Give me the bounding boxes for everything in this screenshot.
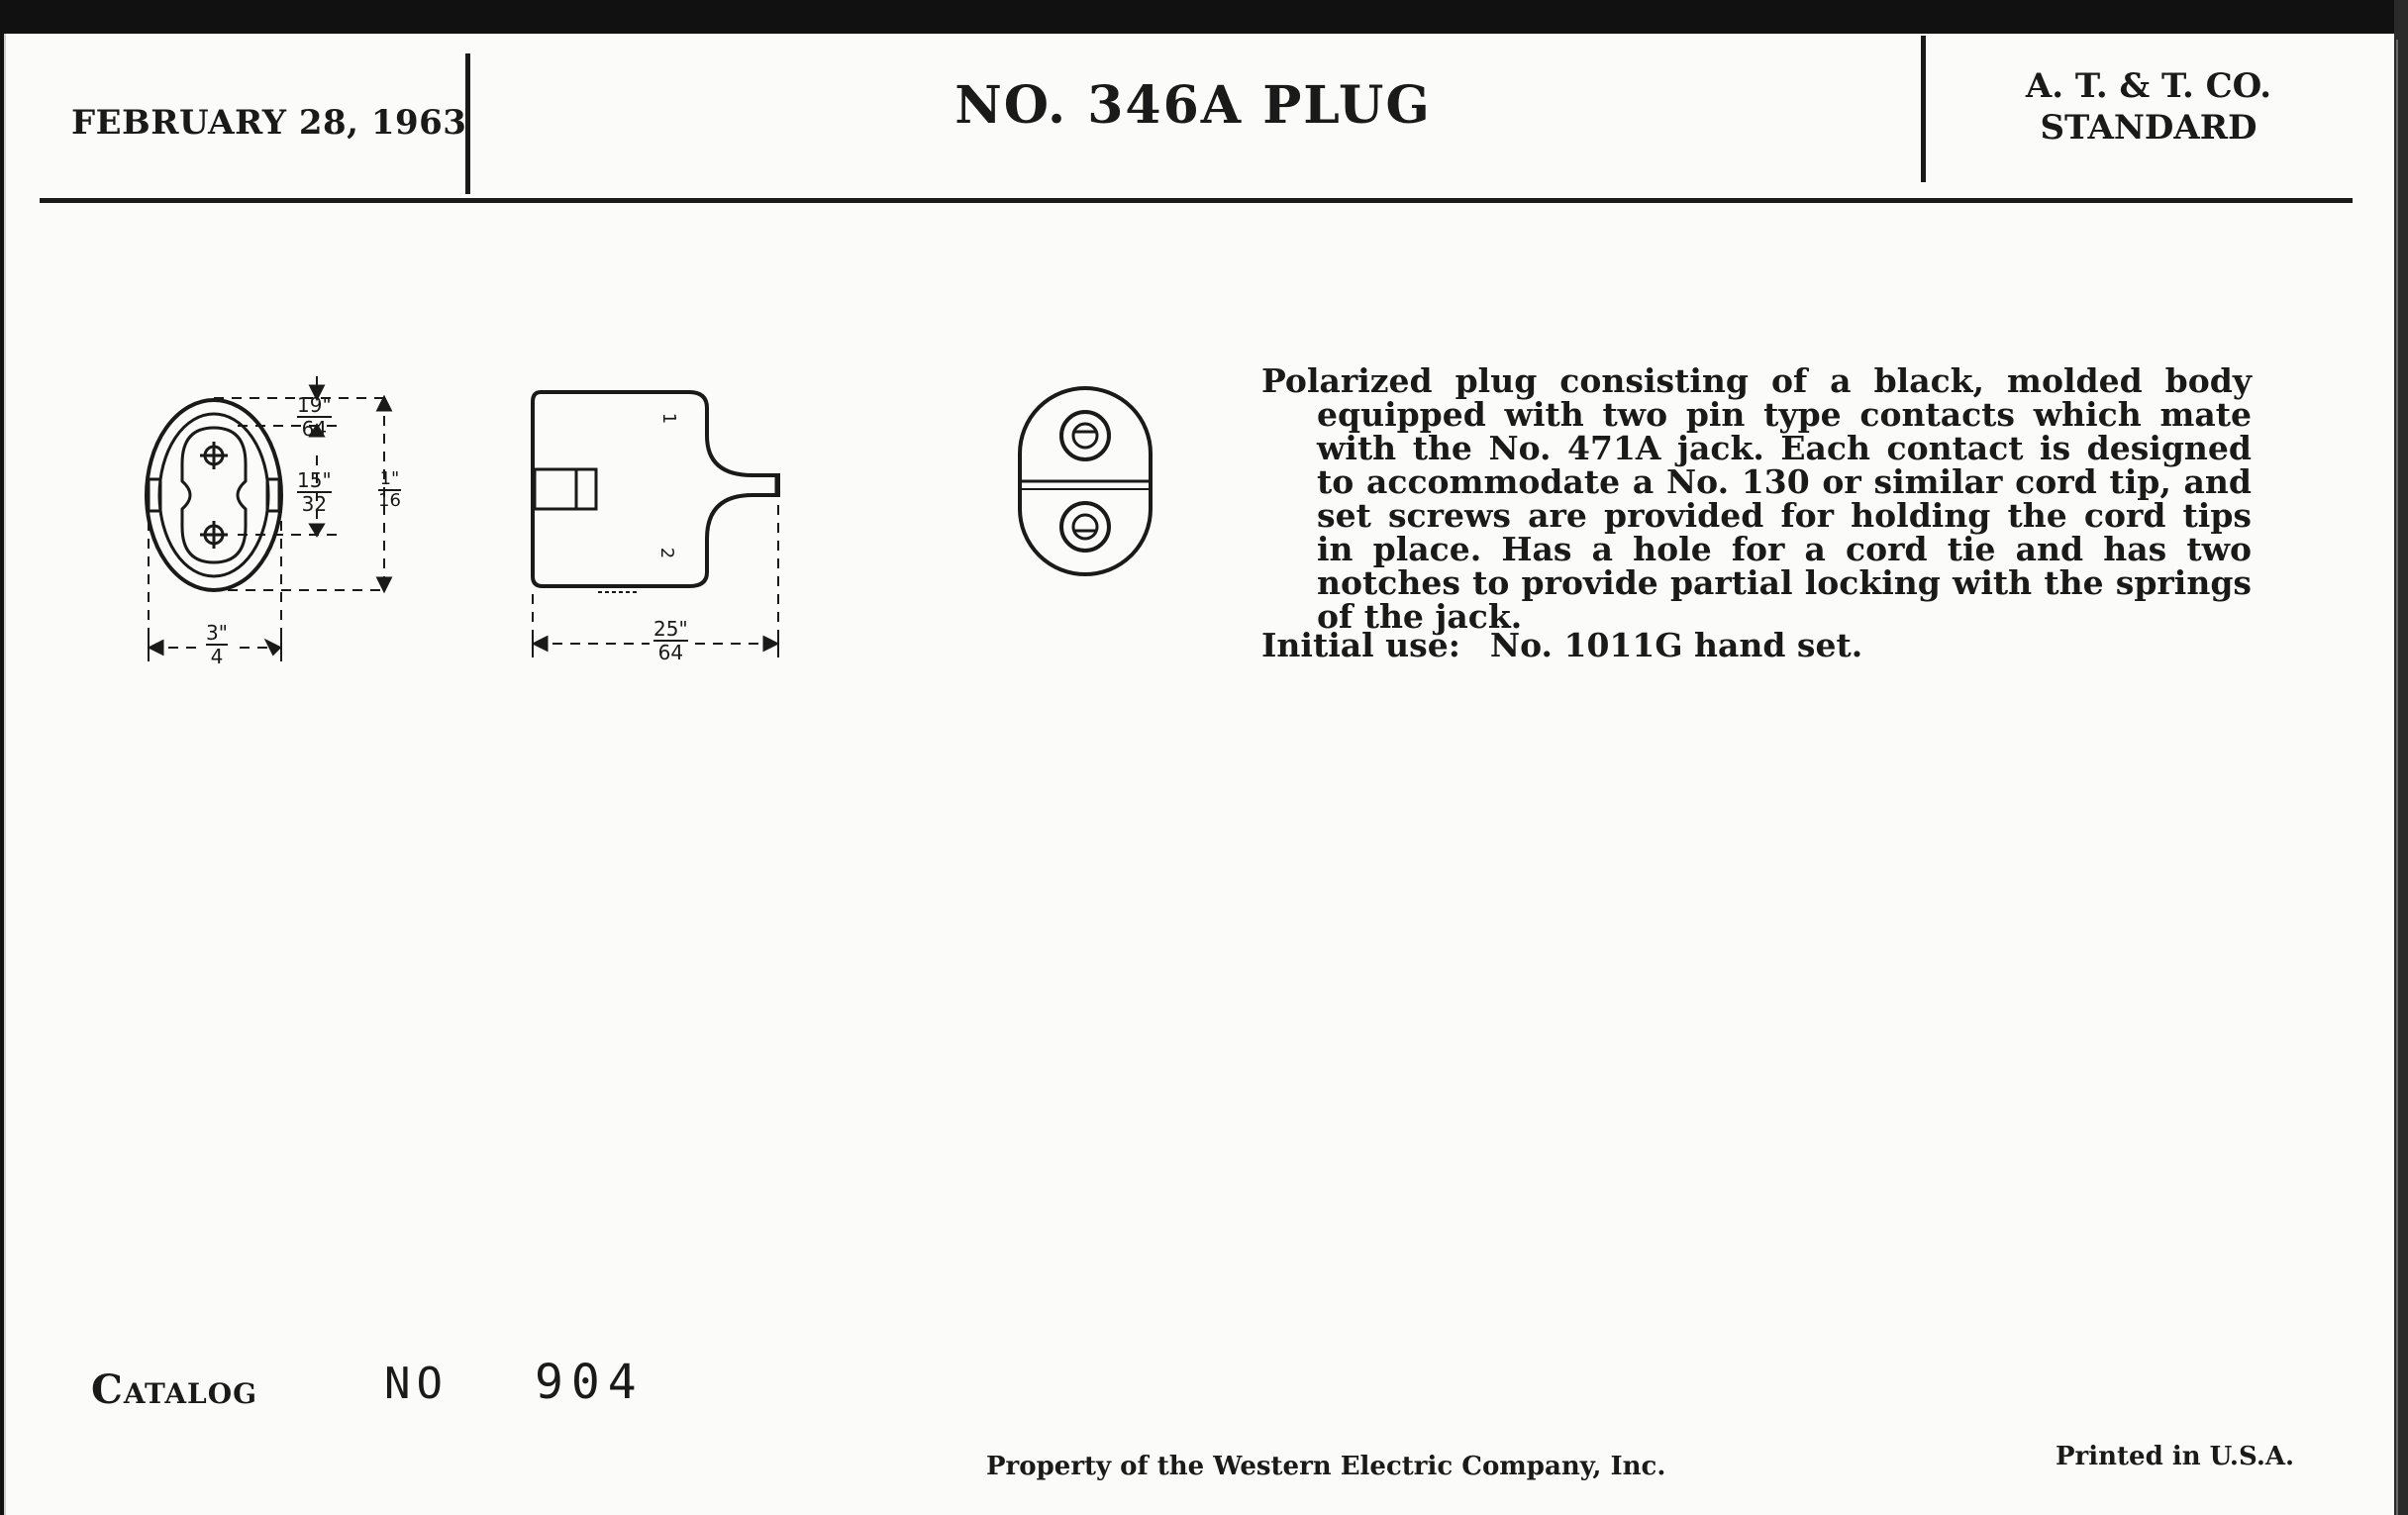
dim-width-num: 3" <box>206 621 228 645</box>
dim-right-den: 16 <box>378 490 401 511</box>
issue-date: FEBRUARY 28, 1963 <box>71 103 467 143</box>
standard-line-1: A. T. & T. CO. <box>2025 66 2272 106</box>
dim-width-den: 4 <box>210 645 224 668</box>
end-view-drawing <box>1020 388 1151 574</box>
catalog-number: 904 <box>535 1355 645 1410</box>
initial-use-value: No. 1011G hand set. <box>1489 626 1863 664</box>
property-notice: Property of the Western Electric Company, Inc. <box>986 1452 1666 1481</box>
dim-top-num: 19" <box>297 393 332 417</box>
dim-right-num: 1" <box>379 468 400 489</box>
dim-length-den: 64 <box>657 641 684 664</box>
terminal-2-label: 2 <box>656 547 678 559</box>
front-view-drawing <box>147 376 390 661</box>
dim-top-den: 64 <box>301 417 328 441</box>
description-text: Polarized plug consisting of a black, molded body equipped with two pin type contacts which mate with the No. 471A jack. Each contact is designed to accommodate a No. 130 or similar cord tip, and set screws are provided for holding the cord tips in place. Has a hole for a cord tie and has two notches to provide partial locking with the springs of the jack. <box>1261 361 2252 636</box>
dim-mid-label <box>297 469 332 515</box>
dim-mid-num: 15" <box>297 468 332 492</box>
initial-use <box>1261 626 1862 664</box>
printed-notice: Printed in U.S.A. <box>2056 1442 2295 1471</box>
dim-length-label <box>650 618 692 663</box>
dim-mid-den: 32 <box>301 492 328 516</box>
dim-length-num: 25" <box>653 617 688 641</box>
initial-use-label: Initial use: <box>1261 626 1460 664</box>
catalog-no-label: NO <box>384 1359 449 1409</box>
page-title: NO. 346A PLUG <box>954 75 1432 136</box>
dim-right-label <box>378 469 401 511</box>
dim-top-label <box>297 394 332 440</box>
terminal-1-label: 1 <box>658 412 680 425</box>
dim-width-label <box>202 622 232 667</box>
standard-line-2: STANDARD <box>2040 108 2258 148</box>
catalog-label: Catalog <box>91 1366 258 1413</box>
description-block <box>1261 361 2252 636</box>
